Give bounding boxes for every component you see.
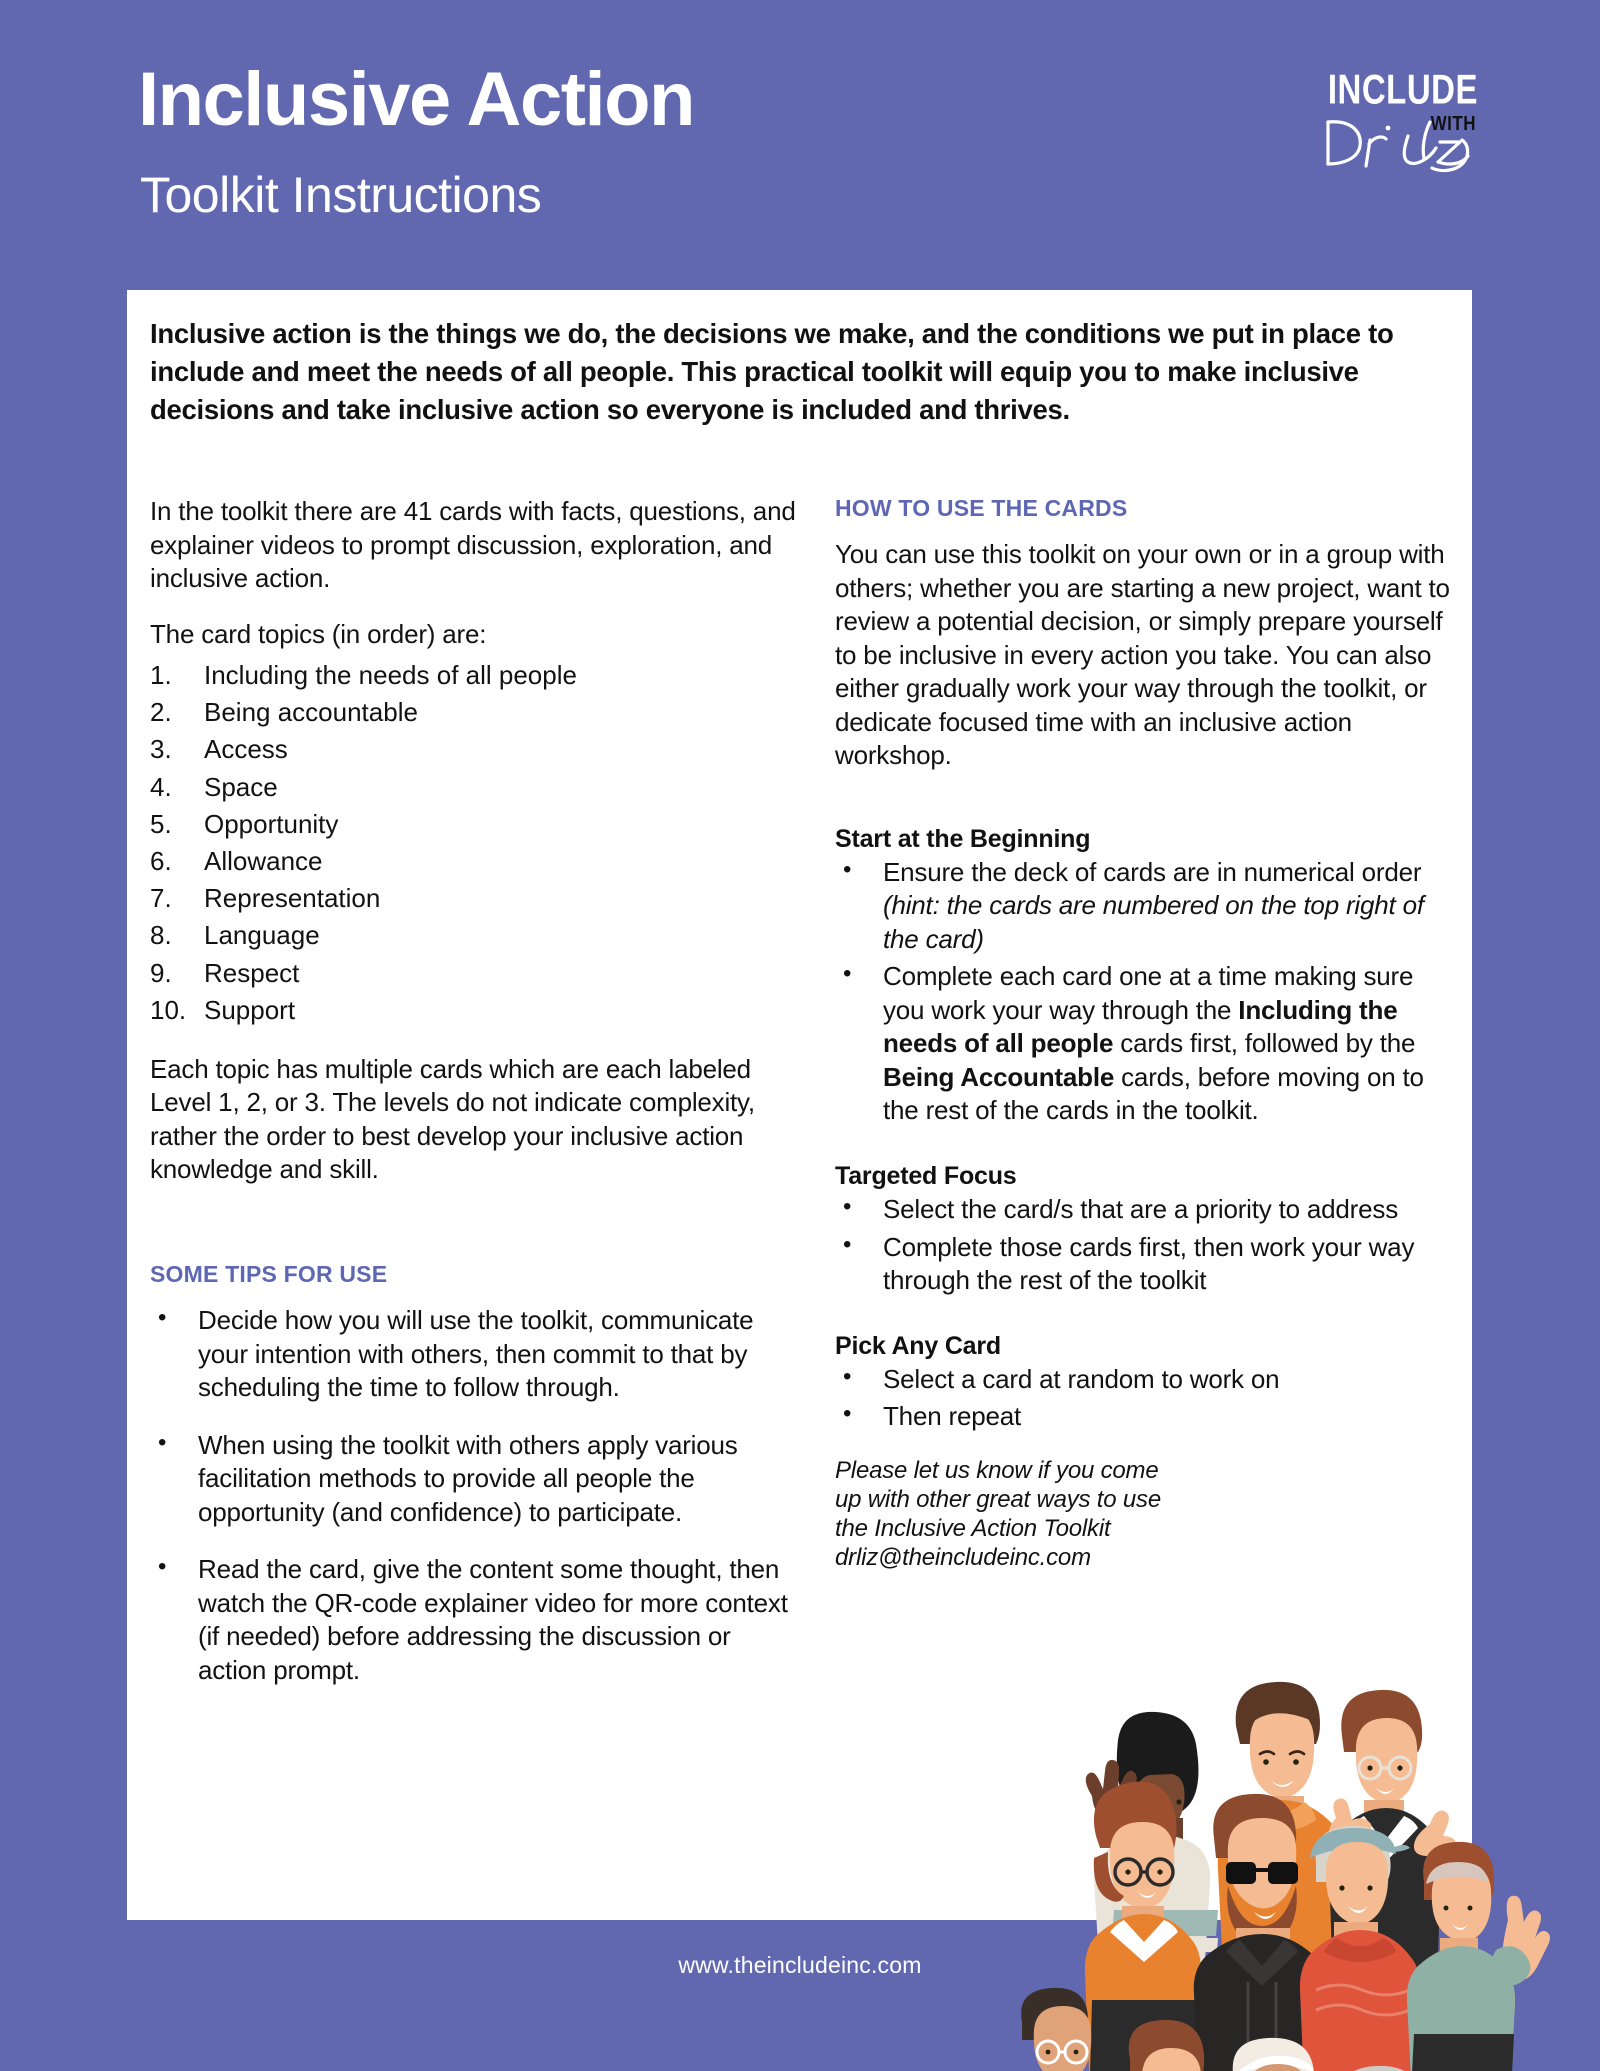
list-item bbox=[835, 856, 1455, 957]
right-column bbox=[835, 495, 1455, 1573]
topic-number: 9. bbox=[150, 957, 172, 988]
topic-label: Support bbox=[204, 994, 296, 1025]
pick-any-card-heading: Pick Any Card bbox=[835, 1331, 1001, 1360]
paragraph-levels: Each topic has multiple cards which are each labeled Level 1, 2, or 3. The levels do not indicate complexity, rather the order to best develop your inclusive action knowledge and skill. bbox=[150, 1053, 755, 1185]
topic-number: 3. bbox=[150, 734, 172, 765]
topic-number: 2. bbox=[150, 697, 172, 728]
brand-logo bbox=[1278, 66, 1478, 176]
list-item bbox=[835, 960, 1455, 1128]
topic-label: Including the needs of all people bbox=[204, 660, 577, 691]
diverse-group-illustration-icon bbox=[1000, 1590, 1600, 2071]
dr-liz-signature-icon bbox=[1312, 106, 1482, 176]
spacer bbox=[150, 1209, 805, 1261]
list-item bbox=[150, 880, 805, 917]
topics-lead-in: The card topics (in order) are: bbox=[150, 618, 487, 649]
list-item: • Select a card at random to work on bbox=[835, 1363, 1455, 1397]
list-item bbox=[150, 843, 805, 880]
topic-label: Being accountable bbox=[204, 697, 418, 728]
list-item bbox=[150, 992, 805, 1029]
page-title: Inclusive Action bbox=[138, 57, 694, 142]
start-beginning-list bbox=[835, 856, 1455, 1128]
targeted-focus-heading: Targeted Focus bbox=[835, 1161, 1017, 1190]
footer-url[interactable]: www.theincludeinc.com bbox=[678, 1952, 922, 1978]
topic-label: Access bbox=[204, 734, 288, 765]
tips-section-heading: SOME TIPS FOR USE bbox=[150, 1260, 388, 1287]
spacer bbox=[835, 795, 1455, 825]
list-item bbox=[150, 769, 805, 806]
list-item bbox=[150, 806, 805, 843]
page-header bbox=[0, 0, 1600, 290]
list-item bbox=[150, 955, 805, 992]
list-item: • Decide how you will use the toolkit, communicate your intention with others, then commit to that by scheduling the time to follow through. bbox=[150, 1304, 805, 1405]
list-item: • Then repeat bbox=[835, 1400, 1455, 1434]
topic-number: 10. bbox=[150, 994, 187, 1025]
list-item bbox=[150, 657, 805, 694]
topic-number: 6. bbox=[150, 845, 172, 876]
topic-label: Space bbox=[204, 771, 278, 802]
list-item bbox=[150, 731, 805, 768]
tips-list bbox=[150, 1304, 805, 1687]
logo-brand-text: INCLUDE bbox=[1327, 66, 1478, 113]
bullet-text-e: cards, before moving on to the rest of the cards in the toolkit. bbox=[883, 1061, 1424, 1126]
page-subtitle: Toolkit Instructions bbox=[140, 167, 542, 223]
topic-number: 8. bbox=[150, 920, 172, 951]
spacer bbox=[835, 1132, 1455, 1162]
targeted-focus-list bbox=[835, 1193, 1455, 1298]
list-item: • Select the card/s that are a priority to address bbox=[835, 1193, 1455, 1227]
bullet-text-hint: (hint: the cards are numbered on the top right of the card) bbox=[883, 890, 1424, 954]
bullet-text-c: cards first, followed by the bbox=[1113, 1028, 1416, 1059]
topic-label: Language bbox=[204, 920, 320, 951]
topic-label: Representation bbox=[204, 883, 381, 914]
list-item bbox=[150, 694, 805, 731]
bullet-text-bold-topic-1: Including the needs of all people bbox=[883, 994, 1398, 1059]
left-column bbox=[150, 495, 805, 1711]
list-item: • Read the card, give the content some thought, then watch the QR-code explainer video for more context (if needed) before addressing the discussion or action prompt. bbox=[150, 1553, 805, 1687]
topic-label: Allowance bbox=[204, 845, 323, 876]
topic-number: 4. bbox=[150, 771, 172, 802]
list-item bbox=[150, 917, 805, 954]
intro-paragraph: Inclusive action is the things we do, the decisions we make, and the conditions we put in place to include and meet the needs of all people. This practical toolkit will equip you to make inclusive decisions and take inclusive action so everyone is included and thrives. bbox=[150, 318, 1394, 425]
pick-any-card-list bbox=[835, 1363, 1455, 1434]
spacer bbox=[835, 1438, 1455, 1456]
bullet-text-a: Complete each card one at a time making sure you work your way through the bbox=[883, 961, 1414, 1025]
card-topics-list bbox=[150, 657, 805, 1029]
contact-note: Please let us know if you come up with other great ways to use the Inclusive Action Toolkit drliz@theincludeinc.com bbox=[835, 1456, 1161, 1572]
topic-label: Opportunity bbox=[204, 808, 339, 839]
how-to-use-paragraph: You can use this toolkit on your own or in a group with others; whether you are starting a new project, want to review a potential decision, or simply prepare yourself to be inclusive in every action you take. You can also either gradually work your way through the toolkit, or dedicate focused time with an inclusive action workshop. bbox=[835, 539, 1450, 771]
spacer bbox=[835, 1302, 1455, 1332]
topic-number: 7. bbox=[150, 883, 172, 914]
paragraph-cards-count: In the toolkit there are 41 cards with facts, questions, and explainer videos to prompt discussion, exploration, and inclusive action. bbox=[150, 496, 796, 594]
bullet-text-bold-topic-2: Being Accountable bbox=[883, 1061, 1115, 1092]
list-item: • Complete those cards first, then work your way through the rest of the toolkit bbox=[835, 1231, 1455, 1298]
list-item: • When using the toolkit with others apply various facilitation methods to provide all people the opportunity (and confidence) to participate. bbox=[150, 1429, 805, 1530]
how-to-use-heading: HOW TO USE THE CARDS bbox=[835, 495, 1128, 521]
topic-label: Respect bbox=[204, 957, 300, 988]
bullet-text-plain: Ensure the deck of cards are in numerical order bbox=[883, 856, 1422, 887]
topic-number: 5. bbox=[150, 808, 172, 839]
topic-number: 1. bbox=[150, 660, 172, 691]
start-beginning-heading: Start at the Beginning bbox=[835, 824, 1091, 853]
logo-with-text: WITH bbox=[1430, 112, 1476, 135]
